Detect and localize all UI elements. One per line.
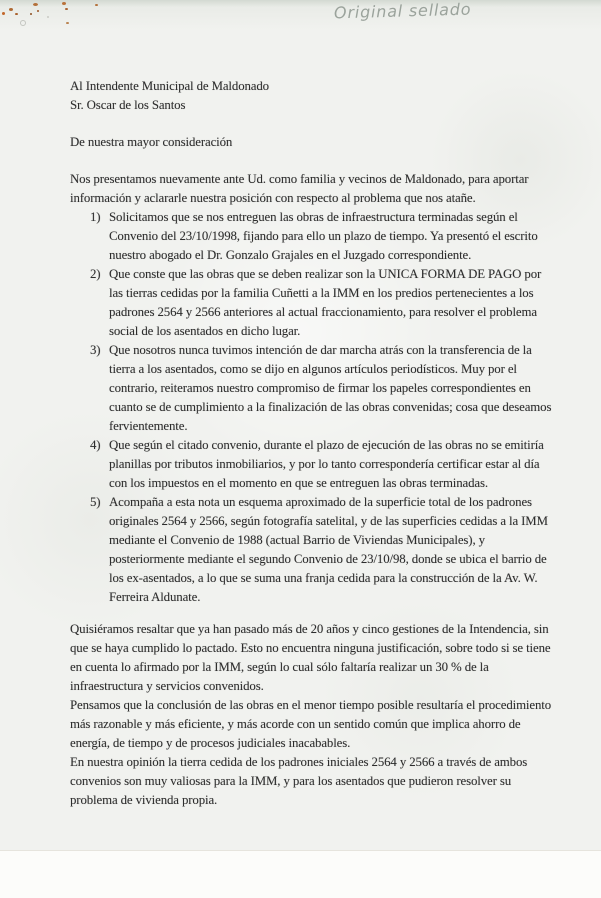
item-number: 2) — [90, 267, 101, 281]
list-item — [70, 208, 554, 265]
recipient-line-2: Sr. Oscar de los Santos — [70, 98, 186, 112]
list-item — [70, 265, 554, 341]
item-text: Que conste que las obras que se deben realizar son la UNICA FORMA DE PAGO por las tierras cedidas por la familia Cuñetti a la IMM en los predios pertenecientes a los padrones 2564 y 2566 anteriores al actual fraccionamiento, para resolver el problema social de los asentados en dicho lugar. — [109, 267, 542, 338]
recipient-line-1: Al Intendente Municipal de Maldonado — [70, 79, 269, 93]
item-number: 1) — [90, 210, 101, 224]
handwritten-note: Original sellado — [333, 0, 472, 23]
salutation: De nuestra mayor consideración — [70, 135, 233, 149]
list-item — [70, 493, 554, 607]
list-item — [70, 436, 554, 493]
item-number: 5) — [90, 495, 101, 509]
item-number: 3) — [90, 343, 101, 357]
item-text: Que según el citado convenio, durante el plazo de ejecución de las obras no se emitiría planillas por tributos inmobiliarios, y por lo tanto correspondería certificar estar al día con los impuestos en el momento en que se entreguen las obras terminadas. — [109, 438, 544, 490]
item-text: Que nosotros nunca tuvimos intención de dar marcha atrás con la transferencia de la tierra a los asentados, como se dijo en algunos artículos periodísticos. Muy por el contrario, reiteramos nuestro compromiso de firmar los papeles correspondientes en cuanto se de cumplimiento a la finalización de las obras convenidas; cosa que deseamos fervientemente. — [109, 343, 552, 433]
closing-paragraph: Quisiéramos resaltar que ya han pasado más de 20 años y cinco gestiones de la Intendencia, sin que se haya cumplido lo pactado. Esto no encuentra ninguna justificación, sobre todo si se tiene en cuenta lo afirmado por la IMM, según lo cual sólo faltaría realizar un 30 % de la infraestructura y servicios convenidos. — [70, 622, 551, 693]
closing-block — [70, 620, 554, 810]
item-text: Acompaña a esta nota un esquema aproximado de la superficie total de los padrones originales 2564 y 2566, según fotografía satelital, y de las superficies cedidas a la IMM mediante el Convenio de 1988 (actual Barrio de Viviendas Municipales), y posteriormente mediante el segundo Convenio de 23/10/98, donde se ubica el barrio de los ex-asentados, a lo que se suma una franja cedida para la construcción de la Av. W. Ferreira Aldunate. — [109, 495, 548, 604]
closing-paragraph: En nuestra opinión la tierra cedida de los padrones iniciales 2564 y 2566 a través de ambos convenios son muy valiosas para la IMM, y para los asentados que pudieron resolver su problema de vivienda propia. — [70, 755, 528, 807]
closing-paragraph: Pensamos que la conclusión de las obras en el menor tiempo posible resultaría el procedimiento más razonable y más eficiente, y más acorde con un sentido común que implica ahorro de energía, de tiempo y de procesos judiciales inacabables. — [70, 698, 552, 750]
list-item — [70, 341, 554, 436]
intro-paragraph: Nos presentamos nuevamente ante Ud. como familia y vecinos de Maldonado, para aportar información y aclararle nuestra posición con respecto al problema que nos atañe. — [70, 172, 529, 205]
numbered-list — [70, 208, 554, 607]
item-number: 4) — [90, 438, 101, 452]
item-text: Solicitamos que se nos entreguen las obras de infraestructura terminadas según el Convenio del 23/10/1998, fijando para ello un plazo de tiempo. Ya presentó el escrito nuestro abogado el Dr. Gonzalo Grajales en el Juzgado correspondiente. — [109, 210, 538, 262]
paper-bottom-edge — [0, 850, 601, 898]
